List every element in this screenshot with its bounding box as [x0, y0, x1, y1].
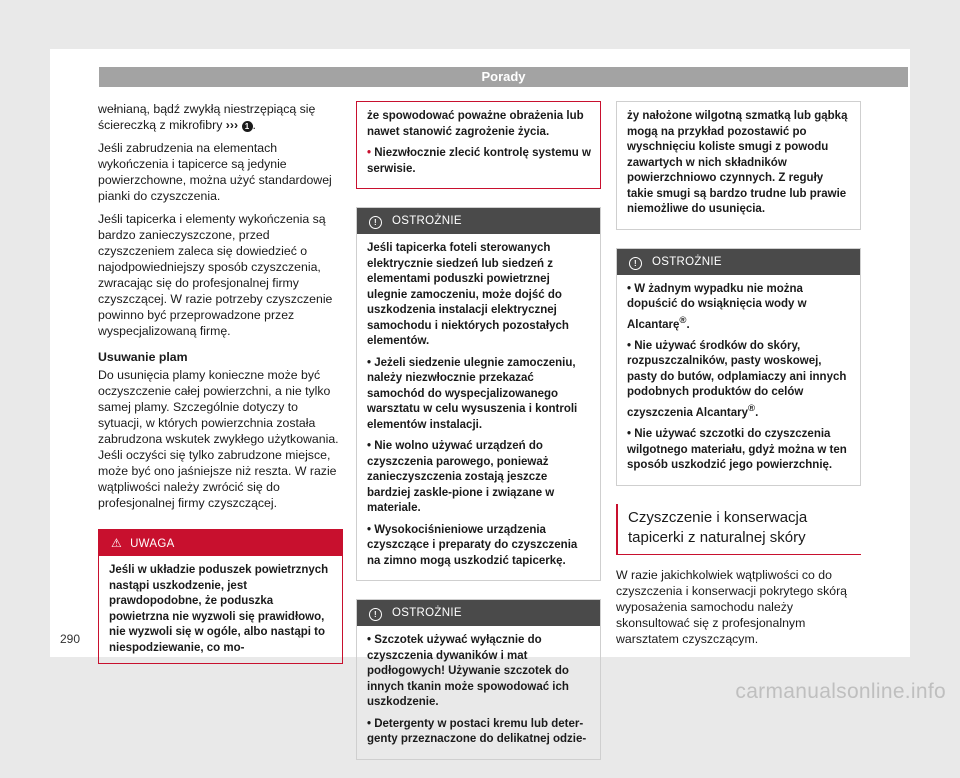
caution-bullet: • Wysokociśnieniowe urządzenia czyszczące i preparaty do czyszczenia na zimno mogą uszkodzić tapicerkę.: [367, 523, 578, 567]
bullet-icon: •: [367, 717, 372, 730]
caution-bullet: • Detergenty w postaci kremu lub deter-genty przeznaczone do delikatnej odzie-: [367, 717, 587, 745]
bullet-icon: •: [367, 523, 372, 536]
info-icon: !: [369, 608, 382, 621]
subheading: Usuwanie plam: [98, 350, 188, 364]
caution-header: ! OSTROŻNIE: [357, 600, 600, 626]
paragraph: Jeśli zabrudzenia na elementach wykończenia i tapicerce są jedynie powierzchowne, można użyć standardowej pianki do czyszczenia.: [98, 141, 332, 203]
paragraph: W razie jakichkolwiek wątpliwości co do czyszczenia i konserwacji pokrytego skórą wyposażenia samochodu należy skonsultować się z profesjonalnym warsztatem czyszczącym.: [616, 567, 847, 646]
cross-reference-arrow[interactable]: ›››: [225, 118, 239, 132]
caution-bullet: • Szczotek używać wyłącznie do czyszczenia dywaników i mat podłogowych! Używanie szczotek do innych tkanin może spowodować ich uszkodzenie.: [367, 634, 569, 708]
paragraph: wełnianą, bądź zwykłą niestrzępiącą się ściereczką z mikrofibry ››› 1 .: [98, 102, 316, 132]
paragraph: Do usunięcia plamy konieczne może być oczyszczenie całej powierzchni, a nie tylko samej plamy. Szczególnie dotyczy to sytuacji, w których powierzchnia została zabrudzona wskutek zwykłego użytkowania. Jeśli oczyści się tylko zabrudzone miejsce, może być ono jaśniejsze niż reszta. W razie wątpliwości należy zwrócić się do profesjonalnej firmy czyszczącej.: [98, 368, 339, 510]
caution-header: ! OSTROŻNIE: [617, 249, 860, 275]
bullet-icon: •: [627, 428, 632, 441]
caution-text: Jeśli tapicerka foteli sterowanych elektrycznie siedzeń lub siedzeń z elementami poduszki powietrznej ulegnie zamoczeniu, może dojść do uszkodzenia instalacji elektrycznej samochodu i niektórych pozostałych elementów.: [367, 242, 569, 347]
caution-box: [616, 248, 861, 486]
caution-box-continued: [616, 101, 861, 230]
column-right: [616, 101, 861, 654]
caution-bullet: • Nie używać środków do skóry, rozpuszczalników, pasty woskowej, pasty do butów, odplamiaczy ani innych podobnych produktów do celów czyszczenia Alcantary®.: [627, 339, 847, 419]
warning-ref-badge[interactable]: 1: [242, 121, 253, 132]
caution-bullet: • Jeżeli siedzenie ulegnie zamoczeniu, należy niezwłocznie przekazać samochód do wyspecjalizowanego warsztatu w celu wysuszenia i kontroli elementów instalacji.: [367, 356, 578, 431]
caution-bullet: • W żadnym wypadku nie można dopuścić do wsiąknięcia wody w Alcantarę®.: [627, 282, 807, 331]
warning-text: że spowodować poważne obrażenia lub nawet stanowić zagrożenie życia.: [367, 110, 584, 138]
paragraph: Jeśli tapicerka i elementy wykończenia są bardzo zanieczyszczone, przed czyszczeniem zaleca się dowiedzieć o najodpowiedniejszy sposób czyszczenia, zwracając się do profesjonalnej firmy czyszczącej. W razie potrzeby czyszczenie powinno być przeprowadzone przez wyspecjalizowaną firmę.: [98, 212, 333, 338]
caution-header: ! OSTROŻNIE: [357, 208, 600, 234]
page-number: 290: [60, 632, 81, 646]
column-left: [98, 101, 343, 682]
warning-header: ⚠ UWAGA: [99, 530, 342, 556]
caution-bullet: • Nie używać szczotki do czyszczenia wilgotnego materiału, gdyż można w ten sposób uszkodzić jego powierzchnię.: [627, 428, 847, 472]
caution-bullet: • Nie wolno używać urządzeń do czyszczenia parowego, ponieważ zanieczyszczenia zostają jeszcze bardziej zaskle-pione i związane w materiale.: [367, 440, 555, 514]
watermark: carmanualsonline.info: [735, 680, 946, 703]
warning-text: Jeśli w układzie poduszek powietrznych nastąpi uszkodzenie, jest prawdopodobne, że poduszka powietrzna nie wyzwoli się prawidłowo, nie wyzwoli się w ogóle, albo nastąpi to niespodziewanie, co mo-: [109, 564, 329, 654]
caution-box: [356, 207, 601, 581]
bullet-icon: •: [367, 634, 372, 646]
page-header: Porady: [99, 67, 908, 87]
bullet-icon: •: [367, 440, 372, 452]
warning-box-continued: [356, 101, 601, 189]
caution-text: ży nałożone wilgotną szmatką lub gąbką mogą na przykład pozostawić po wyschnięciu koliste smugi z powodu zawartych w nich składników powierzchniowo czynnych. Z reguły takie smugi są bardzo trudne lub prawie niemożliwe do usunięcia.: [627, 110, 848, 215]
bullet-icon: •: [367, 147, 372, 159]
bullet-icon: •: [367, 356, 372, 369]
caution-box: [356, 599, 601, 760]
warning-bullet: • Niezwłocznie zlecić kontrolę systemu w serwisie.: [367, 147, 591, 175]
warning-box: [98, 529, 343, 664]
warning-triangle-icon: ⚠: [111, 536, 123, 550]
bullet-icon: •: [627, 339, 632, 352]
column-middle: [356, 101, 601, 778]
info-icon: !: [369, 216, 382, 229]
bullet-icon: •: [627, 282, 632, 295]
info-icon: !: [629, 257, 642, 270]
section-title: Czyszczenie i konserwacja tapicerki z naturalnej skóry: [616, 504, 861, 555]
